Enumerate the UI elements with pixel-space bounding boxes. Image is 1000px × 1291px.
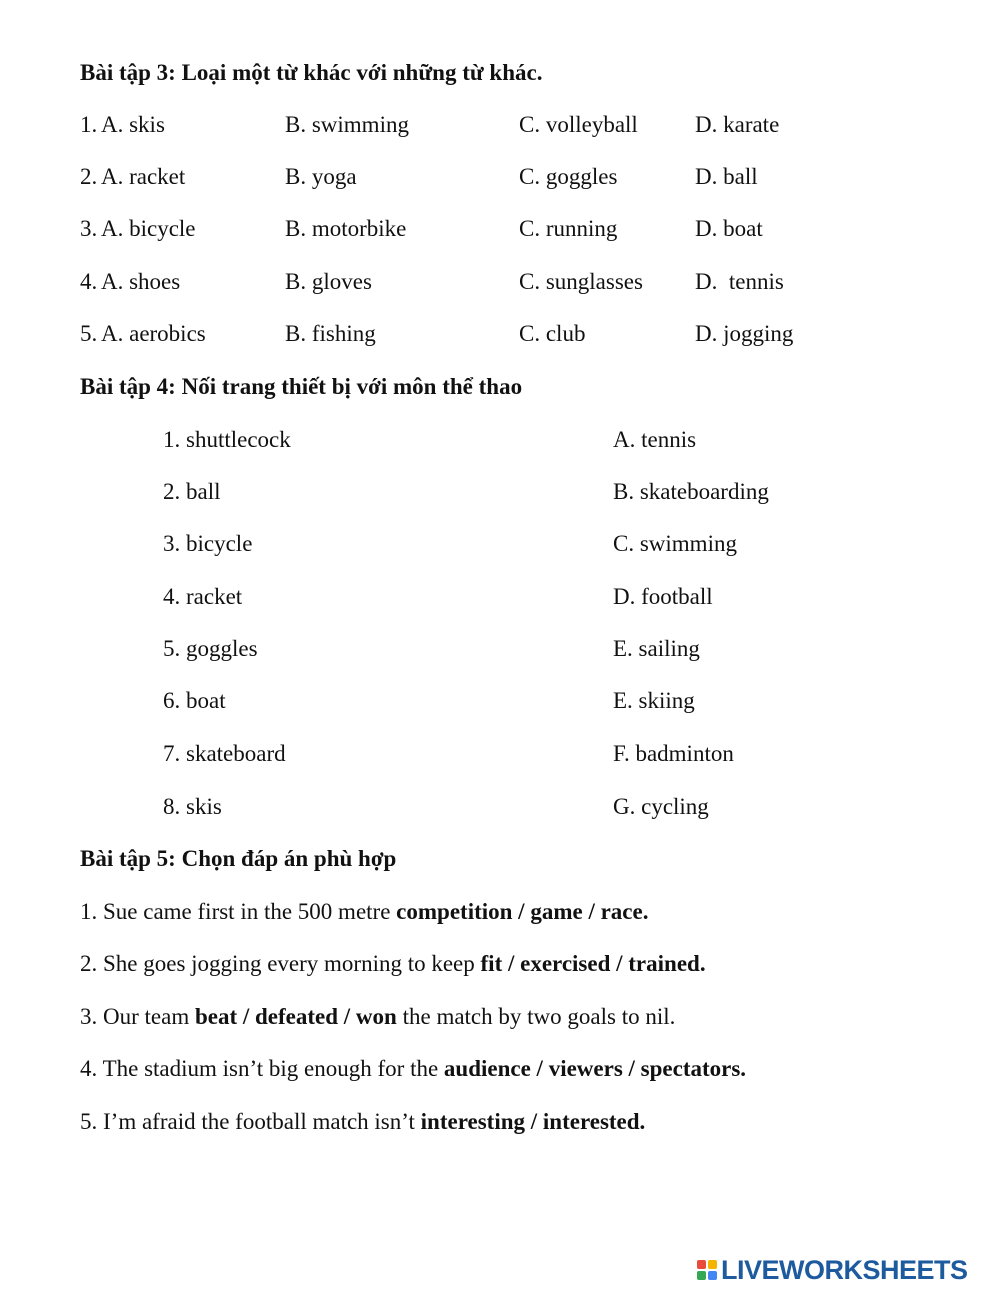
question-number: 3. [80, 216, 98, 241]
sentence-text: 3. Our team [80, 1004, 195, 1029]
option-c: C. sunglasses [519, 269, 643, 294]
option-c: C. volleyball [519, 112, 638, 137]
sport-item: C. swimming [613, 531, 737, 556]
sentence-text: 2. She goes jogging every morning to keep [80, 951, 481, 976]
sport-item: D. football [613, 584, 713, 609]
answer-choices: audience / viewers / spectators. [443, 1056, 747, 1081]
liveworksheets-logo[interactable] [697, 1255, 968, 1285]
matching-row [0, 427, 1000, 457]
matching-row [0, 794, 1000, 824]
option-c: C. club [519, 321, 586, 346]
exercise-5-sentence [80, 1004, 675, 1030]
sport-item: B. skateboarding [613, 479, 769, 504]
question-number: 2. [80, 164, 98, 189]
option-b: B. gloves [285, 269, 372, 294]
sentence-text: 5. I’m afraid the football match isn’t [80, 1109, 421, 1134]
matching-row [0, 636, 1000, 666]
sport-item: F. badminton [613, 741, 734, 766]
exercise-3-question [0, 112, 1000, 142]
option-d: D. tennis [695, 269, 784, 294]
exercise-3-question [0, 216, 1000, 246]
sport-item: E. sailing [613, 636, 700, 661]
option-b: B. fishing [285, 321, 376, 346]
liveworksheets-logo-icon [697, 1260, 717, 1280]
logo-square [697, 1271, 706, 1280]
equipment-item: 8. skis [163, 794, 222, 819]
exercise-5-sentence [80, 899, 648, 925]
sentence-text: 1. Sue came first in the 500 metre [80, 899, 397, 924]
option-d: D. boat [695, 216, 763, 241]
logo-text: LIVEWORKSHEETS [721, 1254, 968, 1285]
answer-choices: beat / defeated / won [194, 1004, 397, 1029]
exercise-5-sentence [80, 951, 706, 977]
question-number: 4. [80, 269, 98, 294]
option-a: A. shoes [101, 269, 181, 294]
option-c: C. running [519, 216, 618, 241]
option-a: A. racket [101, 164, 186, 189]
option-a: A. aerobics [101, 321, 206, 346]
option-d: D. ball [695, 164, 758, 189]
option-b: B. swimming [285, 112, 409, 137]
exercise-3-question [0, 164, 1000, 194]
exercise-4-title: Bài tập 4: Nối trang thiết bị với môn thể thao [80, 374, 523, 399]
logo-square [708, 1271, 717, 1280]
equipment-item: 6. boat [163, 688, 226, 713]
equipment-item: 2. ball [163, 479, 221, 504]
option-d: D. jogging [695, 321, 794, 346]
option-a: A. bicycle [101, 216, 196, 241]
sport-item: A. tennis [613, 427, 697, 452]
equipment-item: 5. goggles [163, 636, 258, 661]
matching-row [0, 531, 1000, 561]
sport-item: G. cycling [613, 794, 709, 819]
question-number: 5. [80, 321, 98, 346]
exercise-5-sentence [80, 1109, 645, 1135]
sport-item: E. skiing [613, 688, 695, 713]
matching-row [0, 688, 1000, 718]
option-b: B. yoga [285, 164, 357, 189]
exercise-3-question [0, 269, 1000, 299]
exercise-3-title: Bài tập 3: Loại một từ khác với những từ khác. [80, 60, 543, 85]
logo-square [697, 1260, 706, 1269]
sentence-tail: the match by two goals to nil. [396, 1004, 676, 1029]
logo-square [708, 1260, 717, 1269]
exercise-5-title: Bài tập 5: Chọn đáp án phù hợp [80, 846, 397, 871]
option-d: D. karate [695, 112, 780, 137]
answer-choices: competition / game / race. [396, 899, 649, 924]
option-c: C. goggles [519, 164, 618, 189]
matching-row [0, 584, 1000, 614]
matching-row [0, 741, 1000, 771]
equipment-item: 3. bicycle [163, 531, 253, 556]
answer-choices: interesting / interested. [420, 1109, 646, 1134]
exercise-5-sentence [80, 1056, 746, 1082]
matching-row [0, 479, 1000, 509]
exercise-3-question [0, 321, 1000, 351]
sentence-text: 4. The stadium isn’t big enough for the [80, 1056, 444, 1081]
equipment-item: 1. shuttlecock [163, 427, 291, 452]
question-number: 1. [80, 112, 98, 137]
option-a: A. skis [101, 112, 165, 137]
equipment-item: 4. racket [163, 584, 243, 609]
equipment-item: 7. skateboard [163, 741, 286, 766]
option-b: B. motorbike [285, 216, 407, 241]
answer-choices: fit / exercised / trained. [480, 951, 706, 976]
